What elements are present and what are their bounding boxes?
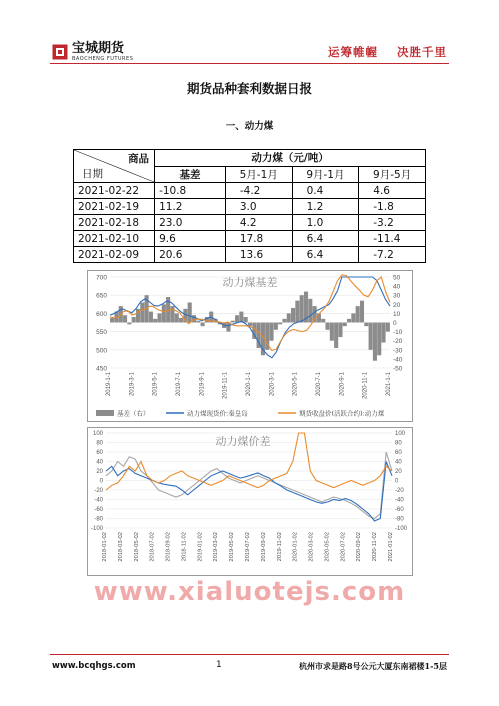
y-right-tick-label: 0 (393, 320, 397, 327)
basis-bar (308, 299, 312, 323)
basis-bar (248, 323, 252, 327)
y-left-tick-label: 650 (96, 292, 107, 300)
x-tick-label: 2019-07-02 (245, 532, 251, 562)
y-left-tick-label: 0 (99, 478, 103, 485)
basis-bar (364, 323, 368, 327)
spread-chart-svg (88, 428, 412, 575)
x-tick-label: 2018-07-02 (149, 532, 156, 562)
x-tick-label: 2020-07-02 (340, 532, 347, 562)
x-tick-label: 2020-09-02 (356, 532, 363, 562)
basis-bar (110, 318, 114, 323)
header-divider (50, 63, 449, 64)
basis-bar (295, 301, 299, 323)
row-value: 20.6 (155, 247, 226, 263)
basis-bar (188, 302, 192, 322)
page-number: 1 (216, 660, 222, 670)
row-value: -3.2 (359, 215, 426, 231)
basis-bar (149, 312, 153, 323)
y-right-tick-label: -20 (393, 338, 403, 346)
basis-bar (287, 313, 291, 322)
x-tick-label: 2018-01-02 (102, 532, 108, 562)
row-date: 2021-02-09 (74, 247, 155, 263)
section-heading: 一、动力煤 (225, 121, 274, 132)
y-right-tick-label: -20 (395, 488, 404, 495)
basis-bar (377, 323, 381, 356)
y-right-tick-label: 20 (395, 469, 402, 476)
x-tick-label: 2020-11-1 (362, 372, 369, 399)
basis-bar (244, 317, 248, 322)
x-tick-label: 2019-09-02 (260, 532, 267, 562)
row-value: 4.2 (225, 215, 292, 231)
x-tick-label: 2020-05-02 (324, 532, 331, 562)
x-tick-label: 2019-9-1 (199, 372, 206, 397)
table-group-header: 动力煤（元/吨） (155, 150, 426, 167)
row-value: 1.2 (292, 199, 359, 215)
basis-bar (386, 323, 390, 332)
row-value: -10.8 (155, 183, 226, 199)
x-tick-label: 2019-5-1 (152, 372, 159, 397)
footer-address: 杭州市求是路8号公元大厦东南裙楼1-5层 (298, 661, 447, 671)
x-tick-label: 2021-01-02 (388, 532, 394, 562)
y-left-tick-label: 700 (96, 274, 107, 282)
y-right-tick-label: -50 (393, 365, 403, 373)
basis-bar (274, 323, 278, 330)
row-value: 1.0 (292, 215, 359, 231)
table-row (74, 247, 426, 263)
column-header: 9月-1月 (292, 166, 359, 183)
x-tick-label: 2019-1-1 (106, 372, 112, 397)
table-row (74, 231, 426, 247)
logo-text: 宝城期货 (72, 41, 125, 56)
row-date: 2021-02-19 (74, 199, 155, 215)
x-tick-label: 2019-7-1 (176, 372, 182, 397)
y-right-tick-label: -30 (393, 347, 403, 355)
x-tick-label: 2020-3-1 (269, 372, 276, 397)
basis-bar (343, 323, 347, 327)
footer-website[interactable]: www.bcqhgs.com (52, 661, 136, 671)
row-value: -4.2 (225, 183, 292, 199)
basis-bar (132, 317, 136, 322)
y-right-tick-label: 20 (393, 301, 401, 309)
spread-chart (87, 427, 413, 576)
x-tick-label: 2020-11-02 (372, 532, 379, 562)
y-left-tick-label: -20 (94, 488, 103, 495)
basis-bar (153, 319, 157, 323)
basis-bar (123, 315, 127, 322)
y-left-tick-label: -40 (94, 497, 103, 504)
basis-bar (330, 323, 334, 341)
y-right-tick-label: 40 (393, 283, 401, 291)
row-value: 9.6 (155, 231, 226, 247)
row-value: 4.6 (359, 183, 426, 199)
row-date: 2021-02-22 (74, 183, 155, 199)
row-value: -11.4 (359, 231, 426, 247)
y-left-tick-label: 60 (96, 450, 103, 457)
basis-bar (162, 304, 166, 322)
chart-title: 动力煤基差 (222, 276, 278, 289)
y-left-tick-label: 20 (96, 469, 103, 476)
basis-bar (300, 295, 304, 322)
y-right-tick-label: -10 (393, 329, 403, 337)
x-tick-label: 2018-03-02 (117, 532, 124, 562)
basis-bar (175, 313, 179, 322)
basis-bar (351, 313, 355, 322)
y-left-tick-label: 500 (96, 347, 107, 355)
x-tick-label: 2020-9-1 (339, 372, 346, 397)
watermark-text: www.xialuotejs.com (93, 577, 406, 607)
x-tick-label: 2019-11-02 (276, 532, 283, 562)
table-corner-cell (74, 150, 155, 183)
table-row (74, 183, 426, 199)
y-right-tick-label: 80 (395, 440, 402, 447)
row-value: -1.8 (359, 199, 426, 215)
legend-swatch (96, 410, 114, 416)
basis-bar (360, 301, 364, 323)
row-value: 0.4 (292, 183, 359, 199)
x-tick-label: 2018-09-02 (165, 532, 172, 562)
header-slogan: 运筹帷幄 决胜千里 (327, 45, 447, 59)
basis-bar (269, 323, 273, 341)
report-title: 期货品种套利数据日报 (186, 81, 312, 96)
y-right-tick-label: -100 (395, 526, 408, 533)
x-tick-label: 2020-7-1 (316, 372, 322, 397)
row-value: 6.4 (292, 247, 359, 263)
basis-bar (140, 302, 144, 322)
x-tick-label: 2018-05-02 (133, 532, 140, 562)
y-left-tick-label: 40 (96, 459, 103, 466)
basis-bar (291, 308, 295, 323)
basis-bar (179, 318, 183, 323)
basis-bar (278, 323, 282, 325)
table-row (74, 199, 426, 215)
y-left-tick-label: 100 (92, 431, 103, 438)
x-tick-label: 2019-01-02 (197, 532, 204, 562)
y-right-tick-label: -40 (395, 497, 404, 504)
row-value: 17.8 (225, 231, 292, 247)
basis-bar (356, 306, 360, 322)
row-value: 23.0 (155, 215, 226, 231)
column-header: 9月-5月 (359, 166, 426, 183)
basis-bar (157, 313, 161, 322)
x-tick-label: 2021-1-1 (386, 372, 392, 397)
basis-bar (201, 323, 205, 327)
y-right-tick-label: 50 (393, 274, 401, 282)
basis-bar (347, 319, 351, 323)
sep-jan-spread-line (106, 452, 392, 519)
y-left-tick-label: 450 (96, 365, 107, 373)
column-header: 5月-1月 (225, 166, 292, 183)
x-tick-label: 2019-03-02 (213, 532, 220, 562)
basis-bar (325, 323, 329, 330)
basis-bar (127, 323, 131, 325)
table-row (74, 215, 426, 231)
y-right-tick-label: 30 (393, 292, 401, 300)
y-left-tick-label: 550 (96, 329, 107, 337)
row-value: -7.2 (359, 247, 426, 263)
y-left-tick-label: 80 (96, 440, 103, 447)
row-date: 2021-02-18 (74, 215, 155, 231)
basis-bar (381, 323, 385, 343)
y-right-tick-label: 100 (395, 431, 406, 438)
legend-label: 动力煤现货价:秦皇岛 (187, 409, 248, 418)
x-tick-label: 2020-01-02 (292, 532, 299, 562)
row-value: 11.2 (155, 199, 226, 215)
y-left-tick-label: -60 (94, 507, 103, 514)
corner-label-date: 日期 (82, 168, 103, 180)
footer-divider (50, 654, 449, 655)
row-date: 2021-02-10 (74, 231, 155, 247)
basis-bar (334, 323, 338, 348)
legend-label: 基差（右） (117, 409, 150, 418)
chart-title: 动力煤价差 (215, 435, 271, 448)
y-right-tick-label: -40 (393, 356, 403, 364)
basis-bar (338, 323, 342, 338)
basis-bar (321, 319, 325, 323)
basis-bar (369, 323, 373, 350)
basis-bar (196, 321, 200, 323)
spread-table (73, 149, 426, 263)
y-right-tick-label: 40 (395, 459, 402, 466)
x-tick-label: 2018-11-02 (181, 532, 188, 562)
basis-bar (282, 319, 286, 323)
y-left-tick-label: 600 (96, 310, 107, 318)
row-value: 6.4 (292, 231, 359, 247)
column-header: 基差 (155, 166, 226, 183)
y-right-tick-label: 0 (395, 478, 399, 485)
logo-emblem-icon (52, 44, 68, 60)
y-right-tick-label: 10 (393, 310, 401, 318)
corner-label-commodity: 商品 (128, 153, 150, 165)
x-tick-label: 2019-3-1 (129, 372, 136, 397)
x-tick-label: 2020-03-02 (308, 532, 315, 562)
y-right-tick-label: -60 (395, 507, 404, 514)
row-value: 13.6 (225, 247, 292, 263)
company-logo (52, 42, 133, 62)
y-left-tick-label: -80 (94, 516, 103, 523)
x-tick-label: 2019-11-1 (222, 372, 229, 399)
basis-chart-svg (88, 271, 412, 421)
legend-label: 期货收盘价(活跃合约):动力煤 (299, 409, 385, 418)
basis-bar (373, 323, 377, 361)
x-tick-label: 2020-5-1 (292, 372, 299, 397)
x-tick-label: 2019-05-02 (229, 532, 236, 562)
logo-subtext: BAOCHENG FUTURES (72, 56, 134, 62)
x-tick-label: 2020-1-1 (246, 372, 252, 397)
basis-chart (87, 270, 413, 422)
may-jan-spread-line (106, 462, 392, 521)
basis-bar (235, 315, 239, 322)
y-left-tick-label: -100 (90, 526, 103, 533)
basis-bar (231, 321, 235, 323)
y-right-tick-label: -80 (395, 516, 404, 523)
y-right-tick-label: 60 (395, 450, 402, 457)
row-value: 3.0 (225, 199, 292, 215)
